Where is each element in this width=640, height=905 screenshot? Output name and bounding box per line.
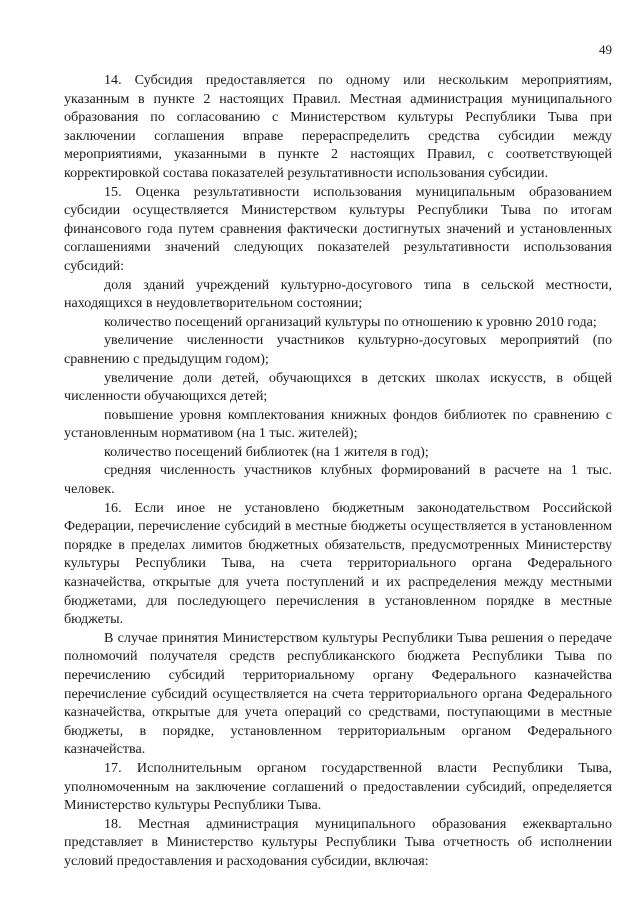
paragraph-16-continued: В случае принятия Министерством культуры Республики Тыва решения о передаче полномочий получателя средств республиканского бюджета Республики Тыва по перечислению субсидий территориальному органу Федерального казначейства перечисление субсидий осуществляется на счета территориального органа Федерального казначейства, открытые для учета операций со средствами, поступающими в местные бюджеты, в порядке, установленном территориальным органом Федерального казначейства. bbox=[64, 629, 612, 758]
paragraph-16: 16. Если иное не установлено бюджетным законодательством Российской Федерации, перечисление субсидий в местные бюджеты осуществляется в установленном порядке в пределах лимитов бюджетных обязательств, предусмотренных Министерству культуры Республики Тыва, на счета территориального органа Федерального казначейства, открытые для учета поступлений и их распределения между местными бюджетами, для последующего перечисления в установленном порядке в местные бюджеты. bbox=[64, 499, 612, 628]
indicator-item: доля зданий учреждений культурно-досугового типа в сельской местности, находящихся в неудовлетворительном состоянии; bbox=[64, 276, 612, 312]
paragraph-17: 17. Исполнительным органом государственной власти Республики Тыва, уполномоченным на заключение соглашений о предоставлении субсидий, определяется Министерство культуры Республики Тыва. bbox=[64, 759, 612, 814]
indicator-item: увеличение доли детей, обучающихся в детских школах искусств, в общей численности обучающихся детей; bbox=[64, 369, 612, 405]
paragraph-14: 14. Субсидия предоставляется по одному или нескольким мероприятиям, указанным в пункте 2 настоящих Правил. Местная администрация муниципального образования по согласованию с Министерством культуры Республики Тыва при заключении соглашения вправе перераспределить средства субсидии между мероприятиями, указанными в пункте 2 настоящих Правил, с соответствующей корректировкой состава показателей результативности использования субсидии. bbox=[64, 72, 612, 181]
indicator-item: количество посещений организаций культуры по отношению к уровню 2010 года; bbox=[104, 313, 597, 330]
document-body bbox=[64, 71, 612, 871]
paragraph-15: 15. Оценка результативности использования муниципальным образованием субсидии осуществляется Министерством культуры Республики Тыва по итогам финансового года путем сравнения фактически достигнутых значений и установленных соглашениями значений следующих показателей результативности использования субсидий: bbox=[64, 183, 612, 274]
page-number: 49 bbox=[599, 42, 612, 57]
indicator-item: средняя численность участников клубных формирований в расчете на 1 тыс. человек. bbox=[64, 462, 612, 498]
indicator-item: повышение уровня комплектования книжных фондов библиотек по сравнению с установленным нормативом (на 1 тыс. жителей); bbox=[64, 406, 612, 442]
paragraph-18: 18. Местная администрация муниципального образования ежеквартально представляет в Министерство культуры Республики Тыва отчетность об исполнении условий предоставления и расходования субсидии, включая: bbox=[64, 815, 612, 869]
indicator-item: количество посещений библиотек (на 1 жителя в год); bbox=[104, 443, 429, 460]
indicator-item: увеличение численности участников культурно-досуговых мероприятий (по сравнению с предыдущим годом); bbox=[64, 332, 612, 367]
